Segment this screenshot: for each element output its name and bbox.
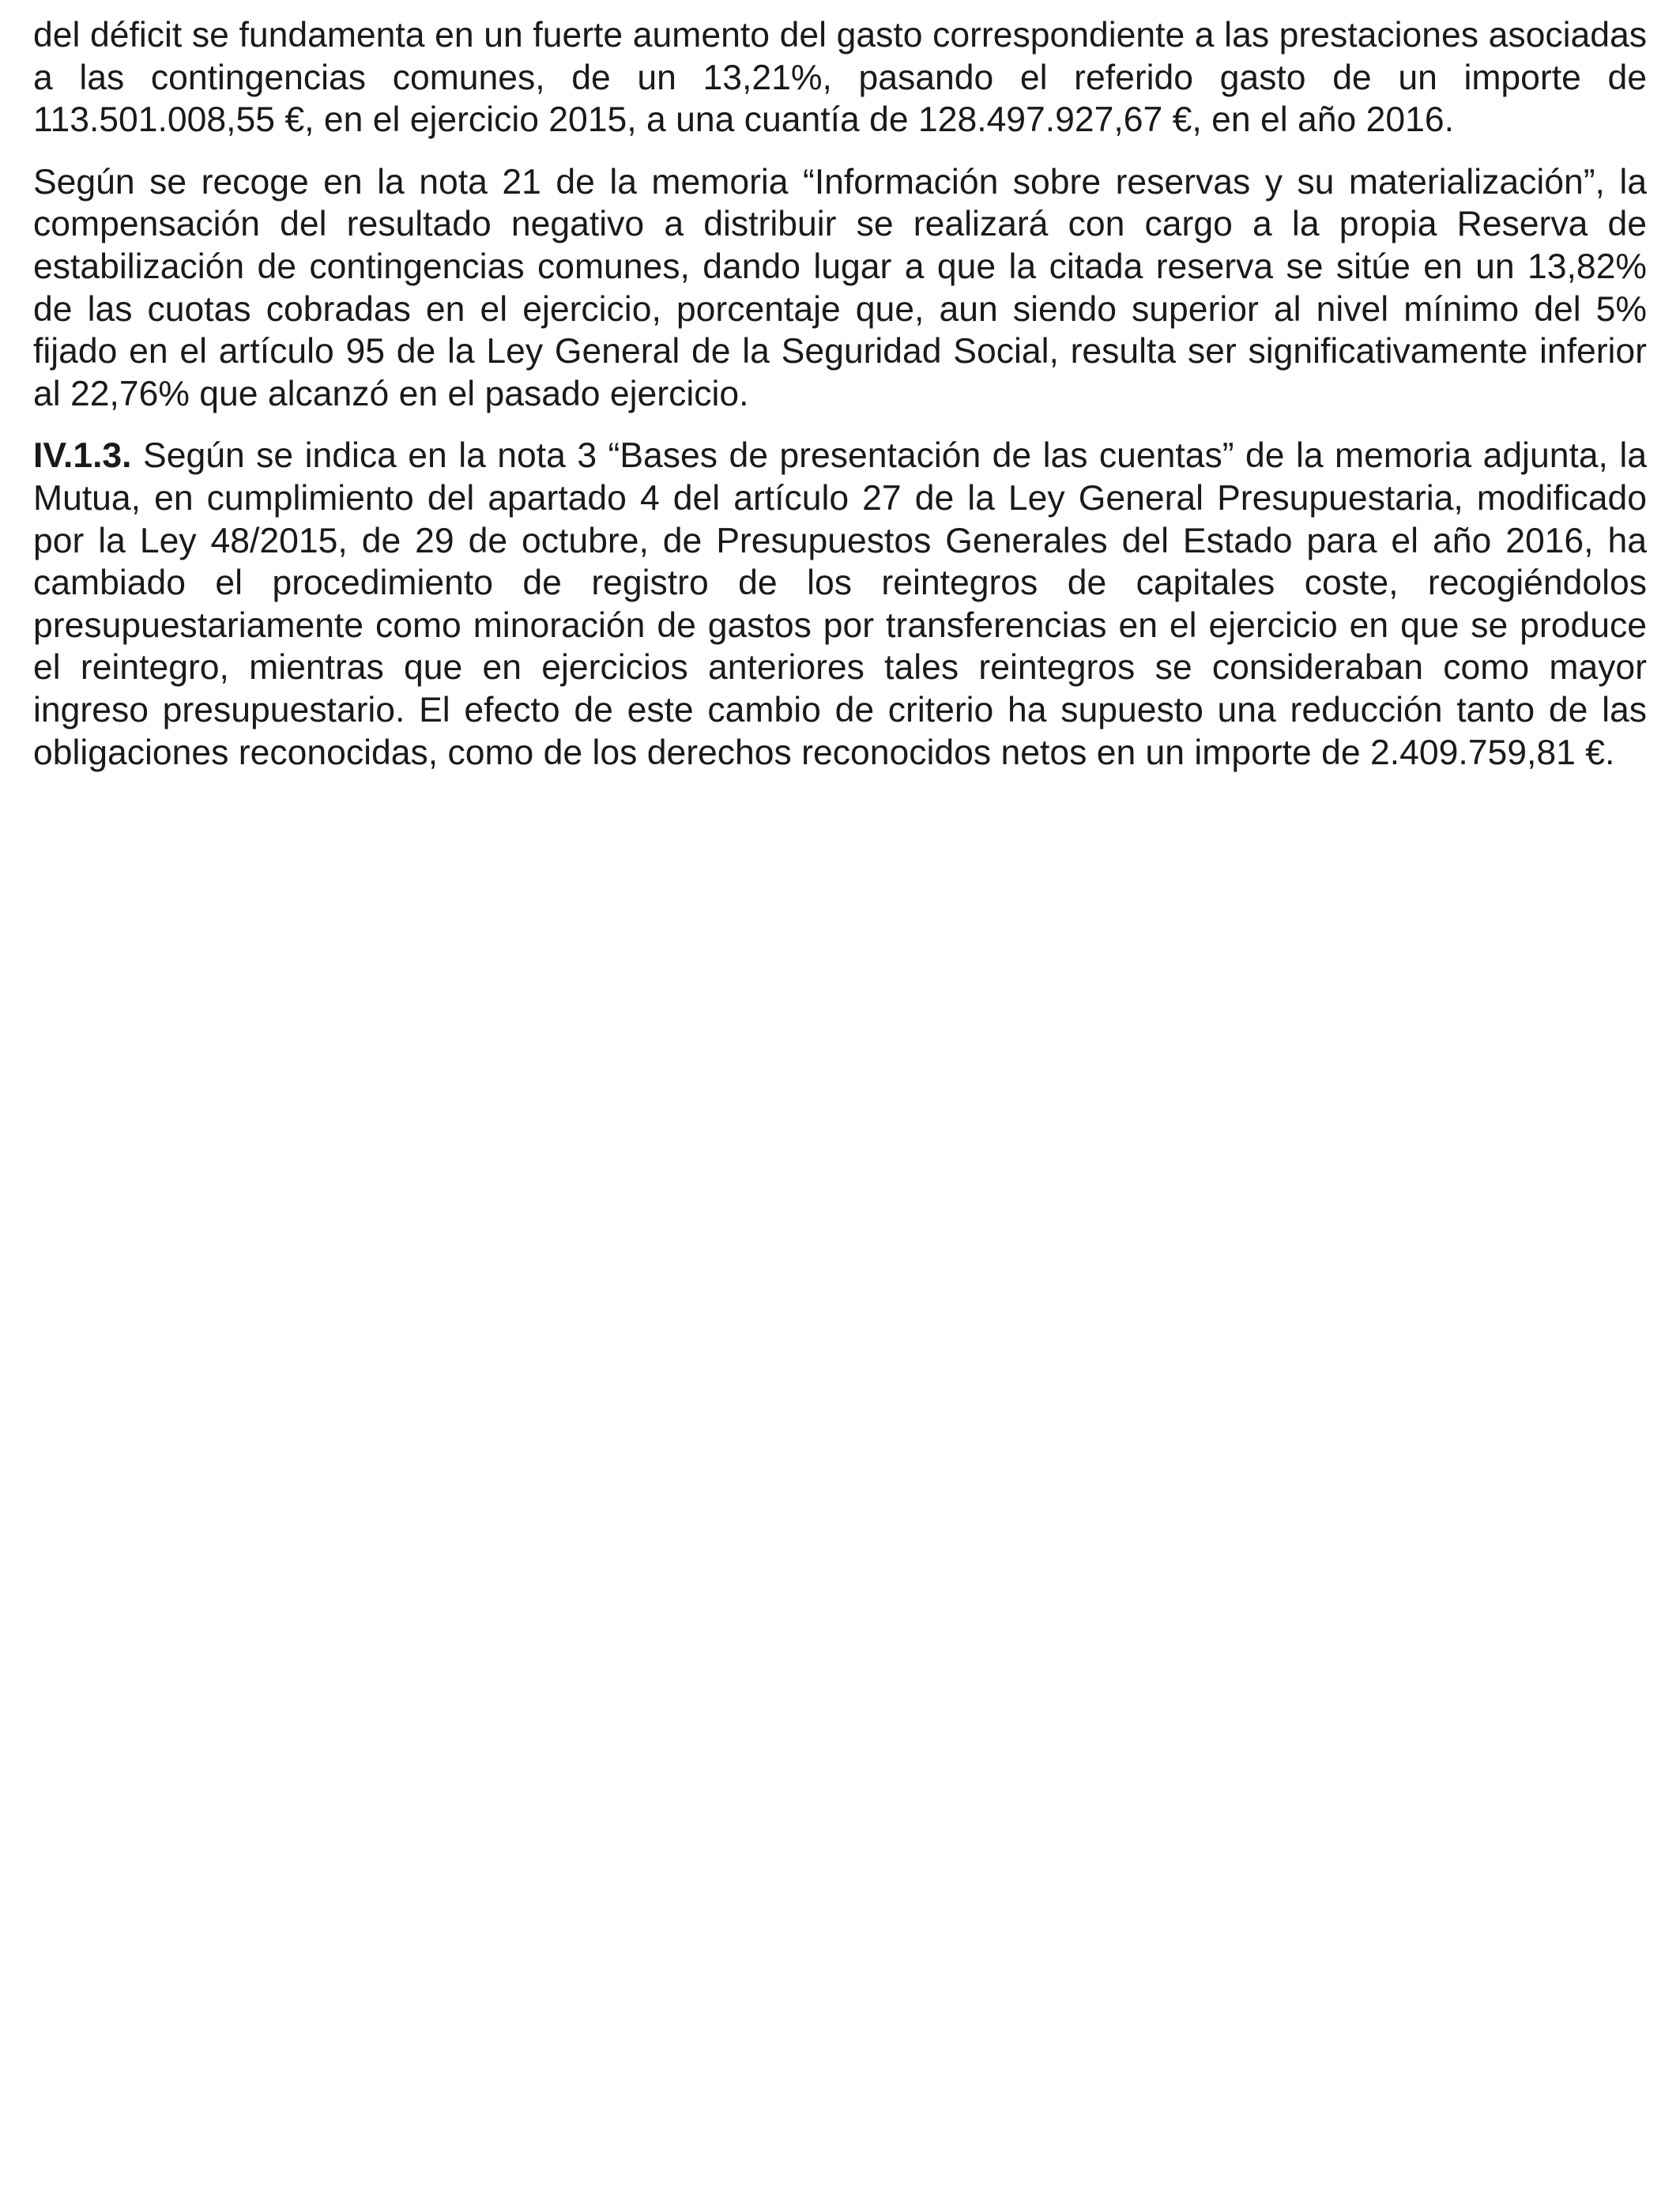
paragraph-reserva <box>33 161 1647 416</box>
paragraph-deficit <box>33 14 1647 141</box>
paragraph-text: del déficit se fundamenta en un fuerte aumento del gasto correspondiente a las prestaciones asociadas a las contingencias comunes, de un 13,21%, pasando el referido gasto de un importe de 113.501.008,55 €, en el ejercicio 2015, a una cuantía de 128.497.927,67 €, en el año 2016. <box>33 16 1647 140</box>
paragraph-iv-1-3 <box>33 435 1647 774</box>
paragraph-text: Según se recoge en la nota 21 de la memoria “Información sobre reservas y su materialización”, la compensación del resultado negativo a distribuir se realizará con cargo a la propia Reserva de estabilización de contingencias comunes, dando lugar a que la citada reserva se sitúe en un 13,82% de las cuotas cobradas en el ejercicio, porcentaje que, aun siendo superior al nivel mínimo del 5% fijado en el artículo 95 de la Ley General de la Seguridad Social, resulta ser significativamente inferior al 22,76% que alcanzó en el pasado ejercicio. <box>33 162 1647 413</box>
section-number: IV.1.3. <box>33 436 132 476</box>
document-page <box>33 14 1647 794</box>
paragraph-text: Según se indica en la nota 3 “Bases de presentación de las cuentas” de la memoria adjunta, la Mutua, en cumplimiento del apartado 4 del artículo 27 de la Ley General Presupuestaria, modificado por la Ley 48/2015, de 29 de octubre, de Presupuestos Generales del Estado para el año 2016, ha cambiado el procedimiento de registro de los reintegros de capitales coste, recogiéndolos presupuestariamente como minoración de gastos por transferencias en el ejercicio en que se produce el reintegro, mientras que en ejercicios anteriores tales reintegros se consideraban como mayor ingreso presupuestario. El efecto de este cambio de criterio ha supuesto una reducción tanto de las obligaciones reconocidas, como de los derechos reconocidos netos en un importe de 2.409.759,81 €. <box>33 436 1647 772</box>
